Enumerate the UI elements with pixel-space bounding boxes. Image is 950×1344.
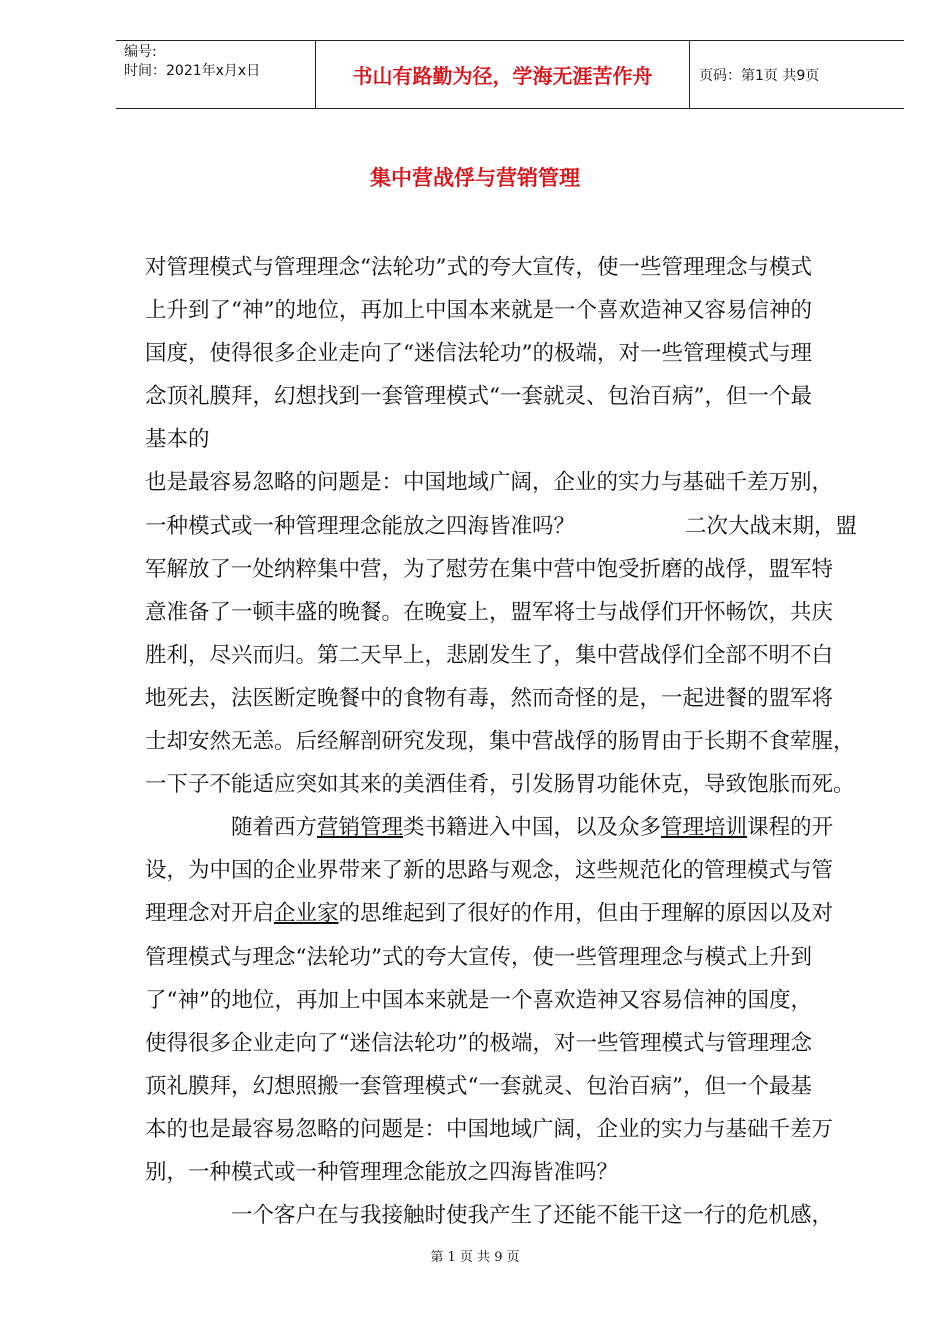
time-label: 时间：2021年x月x日 [124, 63, 261, 79]
document-body [145, 246, 865, 1237]
text-line: 士却安然无恙。后经解剖研究发现，集中营战俘的肠胃由于长期不食荤腥， [145, 729, 855, 755]
text-line: 国度，使得很多企业走向了“迷信法轮功”的极端，对一些管理模式与理 [145, 341, 812, 367]
header-meta [116, 41, 316, 108]
text-segment: 类书籍进入中国，以及众多 [403, 815, 662, 841]
header-table [116, 40, 904, 109]
text-line: 念顶礼膜拜，幻想找到一套管理模式“一套就灵、包治百病”，但一个最 [145, 384, 812, 410]
text-line: 对管理模式与管理理念“法轮功”式的夸大宣传，使一些管理理念与模式 [145, 255, 812, 280]
text-segment: 理理念对开启 [145, 901, 275, 927]
text-line [145, 1194, 865, 1237]
header-page-info: 页码：第1页 共9页 [699, 67, 820, 84]
text-line [145, 505, 865, 548]
text-line: 使得很多企业走向了“迷信法轮功”的极端，对一些管理模式与管理理念 [145, 1030, 812, 1056]
text-line: 也是最容易忽略的问题是：中国地域广阔，企业的实力与基础千差万别， [145, 470, 834, 496]
text-line: 上升到了“神”的地位，再加上中国本来就是一个喜欢造神又容易信神的 [145, 298, 812, 324]
text-line [145, 892, 865, 935]
text-segment: 随着西方 [231, 815, 318, 841]
text-segment: 一种模式或一种管理理念能放之四海皆准吗？ [145, 513, 576, 539]
text-line: 顶礼膜拜，幻想照搬一套管理模式“一套就灵、包治百病”，但一个最基 [145, 1073, 812, 1099]
link-management-training[interactable]: 管理培训 [661, 815, 748, 841]
link-entrepreneur[interactable]: 企业家 [274, 901, 339, 927]
text-line: 一下子不能适应突如其来的美酒佳肴，引发肠胃功能休克，导致饱胀而死。 [145, 772, 855, 798]
text-line: 地死去，法医断定晚餐中的食物有毒，然而奇怪的是，一起进餐的盟军将 [145, 685, 834, 711]
text-segment: 二次大战末期，盟 [685, 513, 858, 539]
text-line: 设，为中国的企业界带来了新的思路与观念，这些规范化的管理模式与管 [145, 858, 834, 884]
document-title: 集中营战俘与营销管理 [370, 166, 580, 190]
text-line: 意准备了一顿丰盛的晚餐。在晚宴上，盟军将士与战俘们开怀畅饮，共庆 [145, 599, 834, 625]
text-segment: 课程的开 [747, 815, 834, 841]
text-line: 基本的 [145, 427, 210, 453]
text-segment: 的思维起到了很好的作用，但由于理解的原因以及对 [338, 901, 834, 927]
number-label: 编号: [124, 44, 157, 60]
text-line: 管理模式与理念“法轮功”式的夸大宣传，使一些管理理念与模式上升到 [145, 944, 812, 970]
header-motto: 书山有路勤为径，学海无涯苦作舟 [316, 41, 690, 108]
text-line: 本的也是最容易忽略的问题是：中国地域广阔，企业的实力与基础千差万 [145, 1116, 834, 1142]
text-line: 胜利，尽兴而归。第二天早上，悲剧发生了，集中营战俘们全部不明不白 [145, 642, 834, 668]
link-marketing-management[interactable]: 营销管理 [317, 815, 404, 841]
text-line: 了“神”的地位，再加上中国本来就是一个喜欢造神又容易信神的国度， [145, 987, 812, 1013]
text-line [145, 806, 865, 849]
text-line: 别，一种模式或一种管理理念能放之四海皆准吗？ [145, 1159, 619, 1185]
text-line: 军解放了一处纳粹集中营，为了慰劳在集中营中饱受折磨的战俘，盟军特 [145, 556, 834, 582]
page-footer: 第 1 页 共 9 页 [430, 1250, 520, 1265]
text-segment: 一个客户在与我接触时使我产生了还能不能干这一行的危机感， [231, 1203, 834, 1229]
